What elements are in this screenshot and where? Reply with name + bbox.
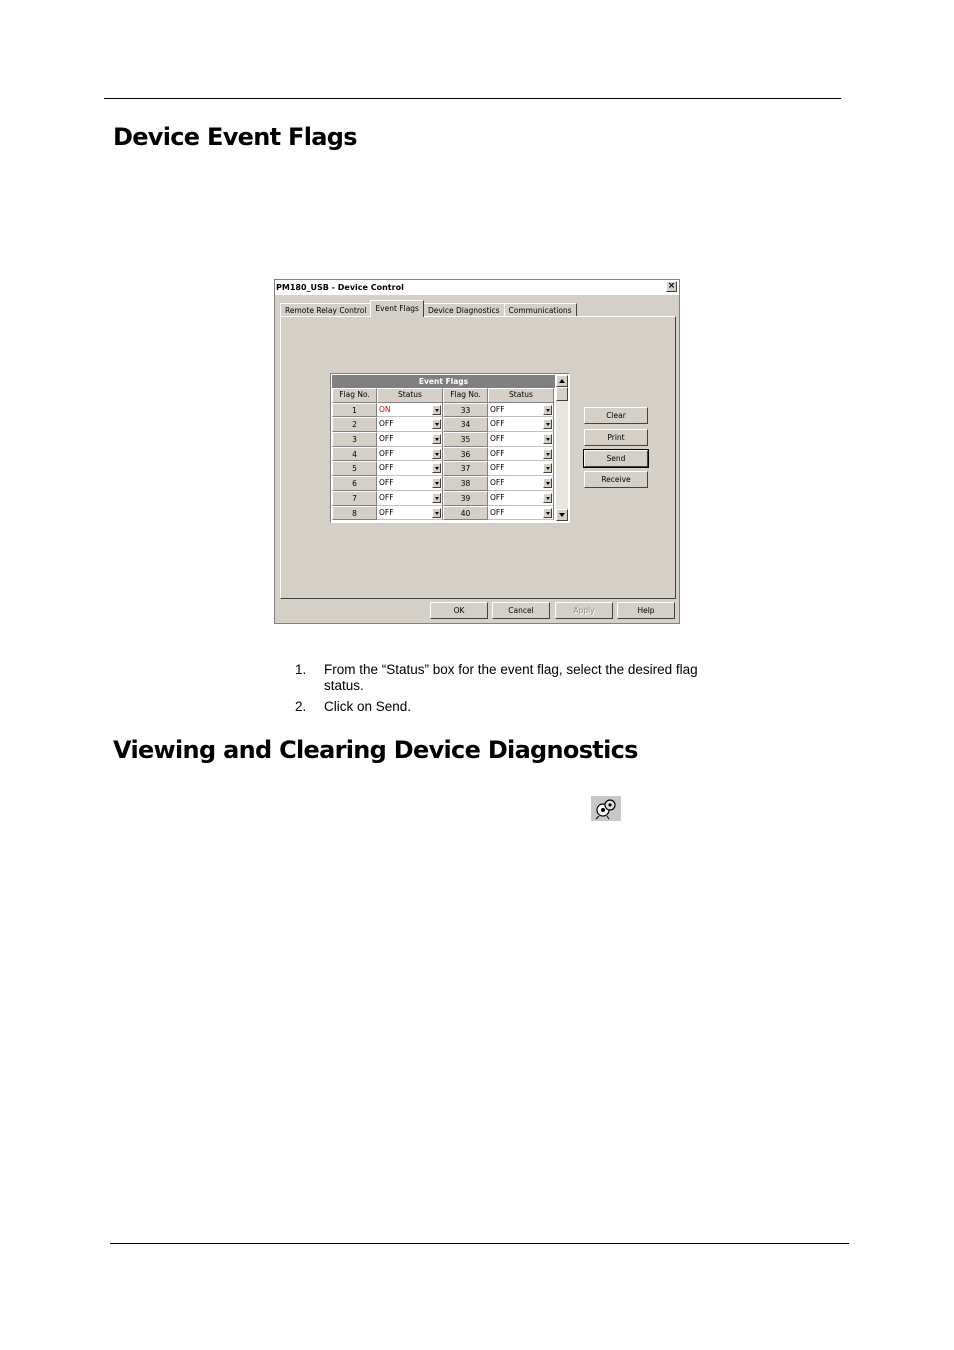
clear-button[interactable]: Clear (584, 407, 648, 424)
status-value: OFF (490, 507, 505, 517)
column-header: Status (377, 388, 443, 403)
chevron-down-icon[interactable] (543, 478, 552, 488)
ok-button[interactable]: OK (430, 602, 488, 619)
status-value: OFF (379, 507, 394, 517)
status-select[interactable] (377, 403, 443, 418)
chevron-down-icon[interactable] (543, 434, 552, 444)
status-select[interactable] (488, 491, 554, 506)
table-row (332, 403, 555, 418)
status-value: OFF (490, 419, 505, 429)
print-button[interactable]: Print (584, 429, 648, 446)
flag-number: 38 (443, 476, 488, 491)
status-value: OFF (490, 434, 505, 444)
tab-event-flags[interactable]: Event Flags (370, 300, 424, 317)
status-select[interactable] (488, 461, 554, 476)
receive-button[interactable]: Receive (584, 471, 648, 488)
step-text: From the “Status” box for the event flag, select the desired flag status. (324, 662, 698, 693)
flag-number: 2 (332, 417, 377, 432)
status-value: OFF (379, 478, 394, 488)
tab-communications[interactable]: Communications (504, 303, 577, 317)
status-select[interactable] (488, 447, 554, 462)
list-item (295, 662, 735, 694)
tab-remote-relay-control[interactable]: Remote Relay Control (280, 303, 371, 317)
flag-number: 33 (443, 403, 488, 418)
table-row (332, 432, 555, 447)
status-select[interactable] (377, 447, 443, 462)
table-row (332, 461, 555, 476)
chevron-down-icon[interactable] (432, 493, 441, 503)
instruction-steps (295, 662, 735, 720)
chevron-down-icon[interactable] (543, 449, 552, 459)
grid-header-row (332, 388, 555, 403)
status-value: OFF (490, 404, 505, 414)
flag-number: 36 (443, 447, 488, 462)
chevron-down-icon[interactable] (432, 434, 441, 444)
flag-number: 7 (332, 491, 377, 506)
status-select[interactable] (377, 432, 443, 447)
status-value: ON (379, 404, 391, 414)
grid-scrollbar[interactable] (556, 375, 568, 521)
status-select[interactable] (488, 403, 554, 418)
flag-number: 4 (332, 447, 377, 462)
chevron-down-icon[interactable] (432, 449, 441, 459)
table-row (332, 506, 555, 521)
status-select[interactable] (488, 476, 554, 491)
status-select[interactable] (377, 417, 443, 432)
status-value: OFF (379, 419, 394, 429)
status-value: OFF (379, 448, 394, 458)
flag-number: 37 (443, 461, 488, 476)
status-select[interactable] (377, 491, 443, 506)
tab-strip (280, 301, 576, 317)
help-button[interactable]: Help (617, 602, 675, 619)
send-button[interactable]: Send (584, 450, 648, 467)
step-number: 2. (295, 699, 307, 714)
tab-device-diagnostics[interactable]: Device Diagnostics (423, 303, 505, 317)
device-diagnostics-icon-graphic (591, 796, 621, 821)
close-icon[interactable]: × (667, 281, 676, 291)
chevron-down-icon[interactable] (543, 493, 552, 503)
table-row (332, 476, 555, 491)
status-value: OFF (379, 492, 394, 502)
status-select[interactable] (488, 506, 554, 521)
apply-button[interactable]: Apply (555, 602, 613, 619)
chevron-down-icon[interactable] (543, 405, 552, 415)
section-heading-diagnostics: Viewing and Clearing Device Diagnostics (113, 736, 638, 764)
column-header: Status (488, 388, 554, 403)
footer-rule (110, 1243, 849, 1244)
chevron-down-icon[interactable] (543, 463, 552, 473)
table-row (332, 491, 555, 506)
status-select[interactable] (377, 461, 443, 476)
flag-number: 8 (332, 506, 377, 521)
event-flags-grid (330, 373, 570, 523)
status-select[interactable] (377, 476, 443, 491)
scroll-down-icon[interactable] (556, 509, 568, 521)
chevron-down-icon[interactable] (432, 508, 441, 518)
dialog-title: PM180_USB - Device Control (276, 283, 404, 292)
scroll-thumb[interactable] (556, 387, 568, 401)
status-value: OFF (379, 463, 394, 473)
device-control-dialog (274, 279, 680, 624)
chevron-down-icon[interactable] (432, 419, 441, 429)
step-text: Click on Send. (324, 699, 412, 714)
flag-number: 39 (443, 491, 488, 506)
column-header: Flag No. (443, 388, 488, 403)
table-row (332, 417, 555, 432)
chevron-down-icon[interactable] (432, 478, 441, 488)
list-item (295, 699, 735, 715)
flag-number: 35 (443, 432, 488, 447)
status-value: OFF (490, 463, 505, 473)
grid-table (332, 375, 555, 520)
table-row (332, 447, 555, 462)
chevron-down-icon[interactable] (432, 405, 441, 415)
device-diagnostics-icon (591, 796, 621, 821)
chevron-down-icon[interactable] (543, 419, 552, 429)
status-select[interactable] (488, 432, 554, 447)
flag-number: 40 (443, 506, 488, 521)
status-value: OFF (490, 448, 505, 458)
flag-number: 3 (332, 432, 377, 447)
flag-number: 6 (332, 476, 377, 491)
status-value: OFF (490, 492, 505, 502)
cancel-button[interactable]: Cancel (492, 602, 550, 619)
chevron-down-icon[interactable] (543, 508, 552, 518)
flag-number: 1 (332, 403, 377, 418)
flag-number: 34 (443, 417, 488, 432)
chevron-down-icon[interactable] (432, 463, 441, 473)
header-rule (104, 98, 841, 99)
scroll-up-icon[interactable] (556, 375, 568, 387)
section-heading-event-flags: Device Event Flags (113, 123, 357, 151)
column-header: Flag No. (332, 388, 377, 403)
dialog-titlebar (275, 280, 679, 295)
step-number: 1. (295, 662, 307, 677)
grid-title: Event Flags (332, 375, 555, 388)
status-value: OFF (379, 434, 394, 444)
flag-number: 5 (332, 461, 377, 476)
status-value: OFF (490, 478, 505, 488)
status-select[interactable] (377, 506, 443, 521)
status-select[interactable] (488, 417, 554, 432)
